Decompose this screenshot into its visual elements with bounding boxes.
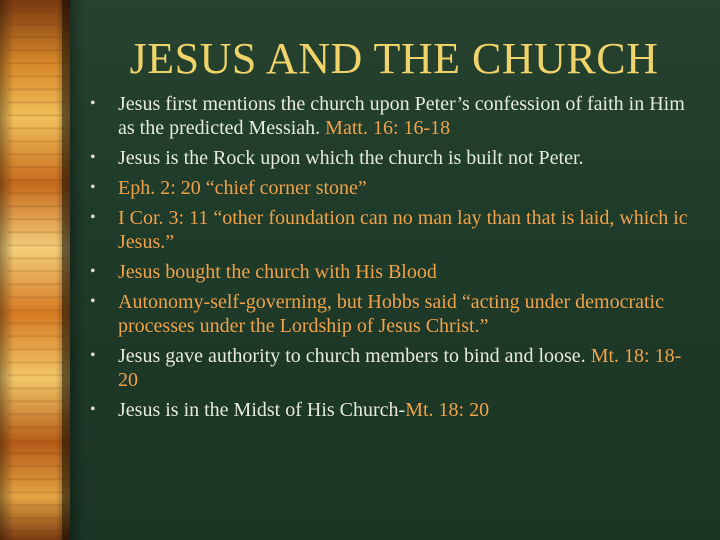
scroll-shadow xyxy=(62,0,84,540)
bullet-reference: Mt. 18: 20 xyxy=(405,399,490,421)
bullet-dot-icon: • xyxy=(90,347,96,364)
bullet-dot-icon: • xyxy=(90,209,96,226)
bullet-dot-icon: • xyxy=(90,179,96,196)
bullet-reference: Matt. 16: 16-18 xyxy=(325,117,451,139)
bullet-reference: I Cor. 3: 11 “other foundation can no man lay than that is laid, which ic Jesus.” xyxy=(118,207,688,253)
bullet-item xyxy=(88,176,688,200)
bullet-dot-icon: • xyxy=(90,149,96,166)
bullet-item xyxy=(88,206,688,254)
bullet-item xyxy=(88,344,688,392)
bullet-item xyxy=(88,146,688,170)
bullet-dot-icon: • xyxy=(90,95,96,112)
bullet-text: Jesus is in the Midst of His Church- xyxy=(118,399,406,421)
bullet-dot-icon: • xyxy=(90,401,96,418)
bullet-item xyxy=(88,290,688,338)
bullet-text: Jesus bought the church with His Blood xyxy=(118,261,437,283)
slide-title: JESUS AND THE CHURCH xyxy=(129,34,659,83)
bullet-reference: Eph. 2: 20 “chief corner stone” xyxy=(118,177,367,199)
bullet-text: Autonomy-self-governing, but Hobbs said “acting under democratic processes under the Lordship of Jesus Christ.” xyxy=(118,291,664,337)
bullet-item xyxy=(88,92,688,140)
bullet-item xyxy=(88,260,688,284)
bullet-dot-icon: • xyxy=(90,263,96,280)
bullet-item xyxy=(88,398,688,422)
scroll-texture xyxy=(8,0,64,540)
bullet-text: Jesus gave authority to church members to bind and loose. xyxy=(118,345,591,367)
bullet-text: Jesus first mentions the church upon Peter’s confession of faith in Him as the predicted Messiah. xyxy=(118,93,685,139)
bullet-dot-icon: • xyxy=(90,293,96,310)
bullet-list xyxy=(88,92,688,428)
bullet-text: Jesus is the Rock upon which the church is built not Peter. xyxy=(118,147,584,169)
bullet-reference: Mt. 18: 18-20 xyxy=(118,345,682,391)
